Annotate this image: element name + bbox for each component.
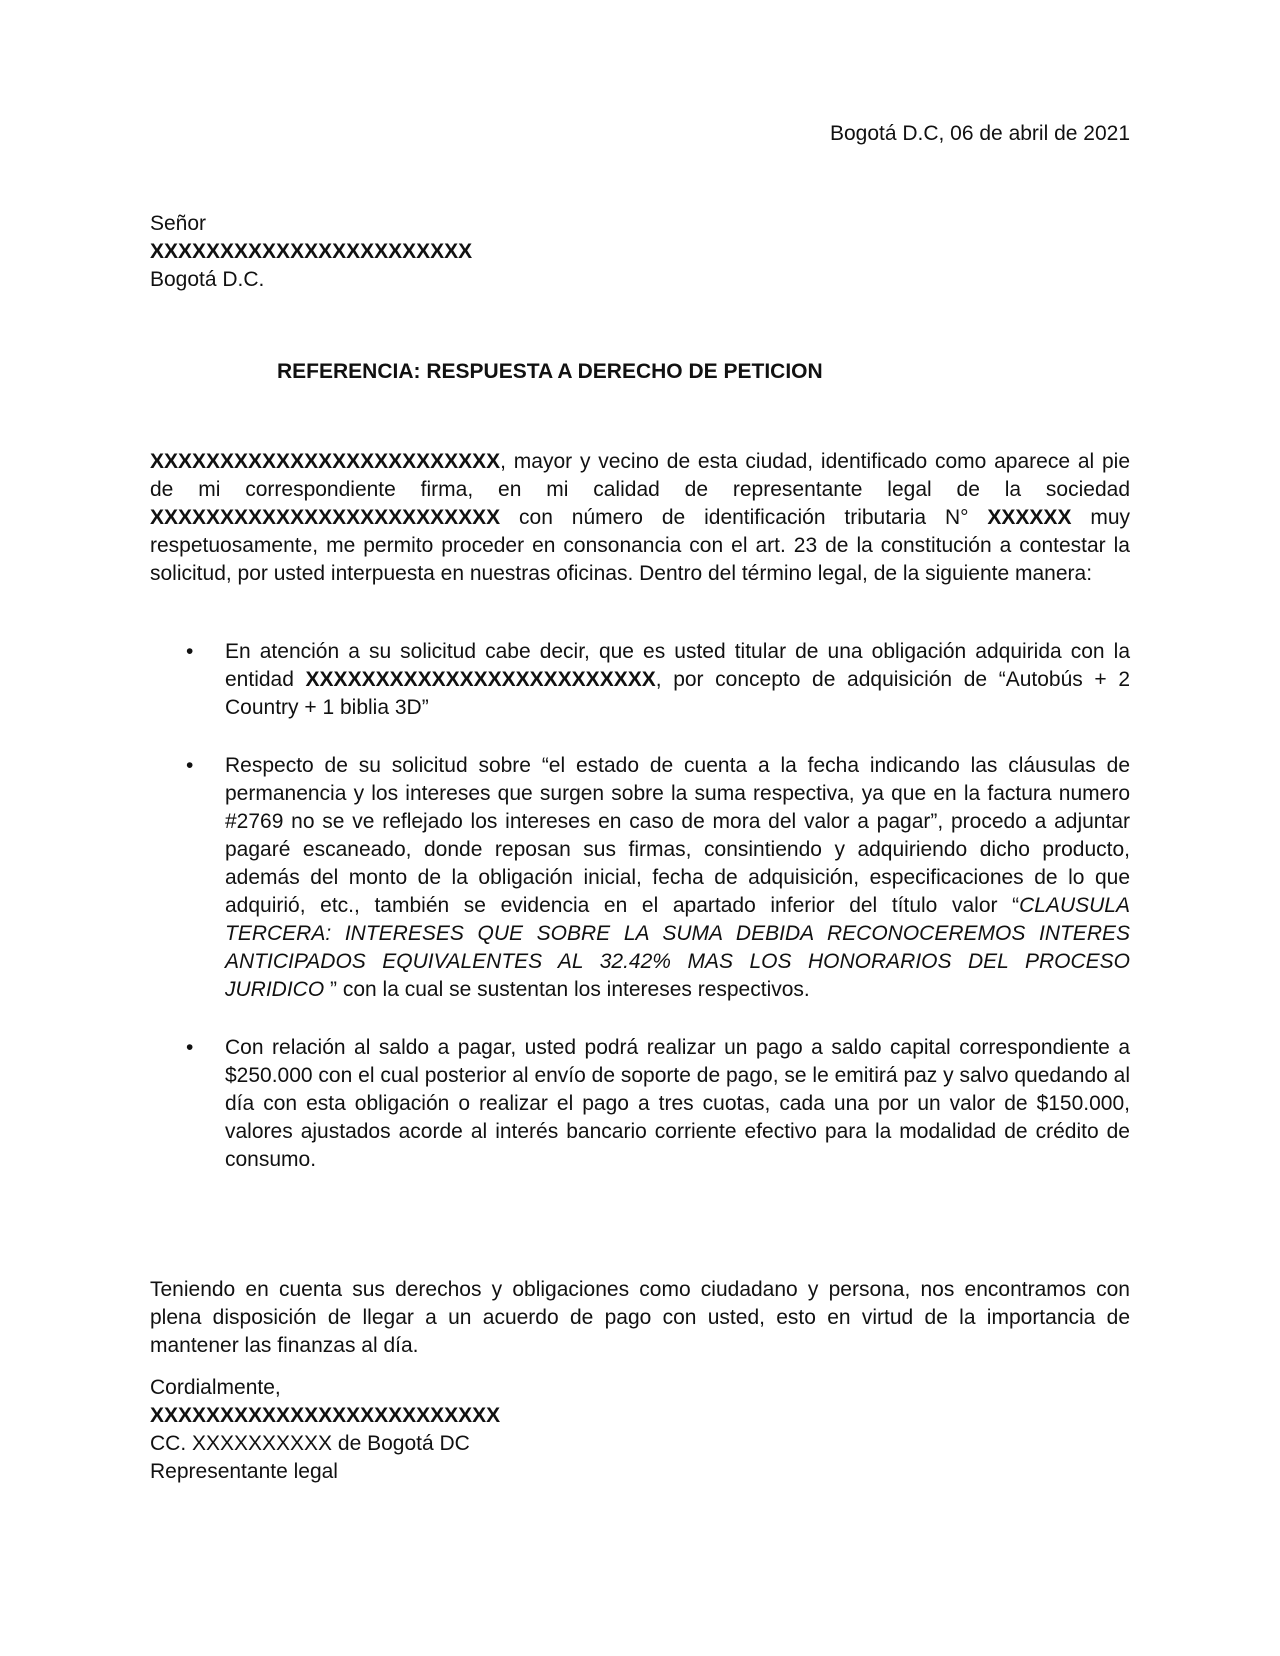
signature-id: CC. XXXXXXXXXX de Bogotá DC (150, 1432, 470, 1455)
bullet-3-text: Con relación al saldo a pagar, usted podrá realizar un pago a saldo capital correspondiente a $250.000 con el cual posterior al envío de soporte de pago, se le emitirá paz y salvo quedando al día con esta obligación o realizar el pago a tres cuotas, cada una por un valor de $150.000, valores ajustados acorde al interés bancario corriente efectivo para la modalidad de crédito de consumo. (225, 1036, 1130, 1171)
bullet-list (150, 638, 1130, 1204)
bullet-2-text-2: ” con la cual se sustentan los intereses respectivos. (324, 978, 810, 1001)
bullet-2-text-1: Respecto de su solicitud sobre “el estado de cuenta a la fecha indicando las cláusulas de permanencia y los intereses que surgen sobre la suma respectiva, ya que en la factura numero #2769 no se ve reflejado los intereses en caso de mora del valor a pagar”, procedo a adjuntar pagaré escaneado, donde reposan sus firmas, consintiendo y adquiriendo dicho producto, además del monto de la obligación inicial, fecha de adquisición, especificaciones de lo que adquirió, etc., también se evidencia en el apartado inferior del título valor “ (225, 754, 1130, 917)
addressee-salutation: Señor (150, 212, 207, 235)
bullet-2-clause: CLAUSULA TERCERA: INTERESES QUE SOBRE LA SUMA DEBIDA RECONOCEREMOS INTERES ANTICIPADOS EQUIVALENTES AL 32.42% MAS LOS HONORARIOS DEL PROCESO JURIDICO (225, 894, 1130, 1001)
letter-date: Bogotá D.C, 06 de abril de 2021 (829, 122, 1130, 145)
addressee-city: Bogotá D.C. (150, 268, 265, 291)
signature-role: Representante legal (150, 1460, 338, 1483)
bullet-1-text-2: , por concepto de adquisición de “Autobús + 2 Country + 1 biblia 3D” (225, 668, 1131, 719)
closing-paragraph: Teniendo en cuenta sus derechos y obligaciones como ciudadano y persona, nos encontramos con plena disposición de llegar a un acuerdo de pago con usted, esto en virtud de la importancia de mantener las finanzas al día. (150, 1278, 1130, 1357)
signature-name: XXXXXXXXXXXXXXXXXXXXXXXXX (150, 1404, 501, 1427)
intro-company: XXXXXXXXXXXXXXXXXXXXXXXXX (150, 506, 501, 529)
bullet-mark: • (186, 640, 194, 663)
bullet-1-text-1: En atención a su solicitud cabe decir, que es usted titular de una obligación adquirida con la entidad (225, 640, 1130, 691)
bullet-item-3 (150, 1034, 1130, 1174)
bullet-item-2 (150, 752, 1130, 1004)
bullet-mark: • (186, 754, 194, 777)
intro-paragraph (150, 448, 1130, 588)
intro-name: XXXXXXXXXXXXXXXXXXXXXXXXX (150, 450, 501, 473)
signature-block (150, 1374, 1130, 1486)
bullet-mark: • (186, 1036, 194, 1059)
signature-farewell: Cordialmente, (150, 1376, 281, 1399)
intro-text-2: con número de identificación tributaria N° (500, 506, 988, 529)
addressee-block (150, 210, 1130, 294)
intro-text-3: muy respetuosamente, me permito proceder en consonancia con el art. 23 de la constitución a contestar la solicitud, por usted interpuesta en nuestras oficinas. Dentro del término legal, de la siguiente manera: (150, 506, 1131, 585)
bullet-1-entity: XXXXXXXXXXXXXXXXXXXXXXXXX (305, 668, 656, 691)
reference-line: REFERENCIA: RESPUESTA A DERECHO DE PETICION (277, 360, 823, 383)
bullet-item-1 (150, 638, 1130, 722)
addressee-name: XXXXXXXXXXXXXXXXXXXXXXX (150, 240, 473, 263)
intro-text-1: , mayor y vecino de esta ciudad, identificado como aparece al pie de mi correspondiente firma, en mi calidad de representante legal de la sociedad (150, 450, 1130, 501)
intro-nit: XXXXXX (987, 506, 1072, 529)
